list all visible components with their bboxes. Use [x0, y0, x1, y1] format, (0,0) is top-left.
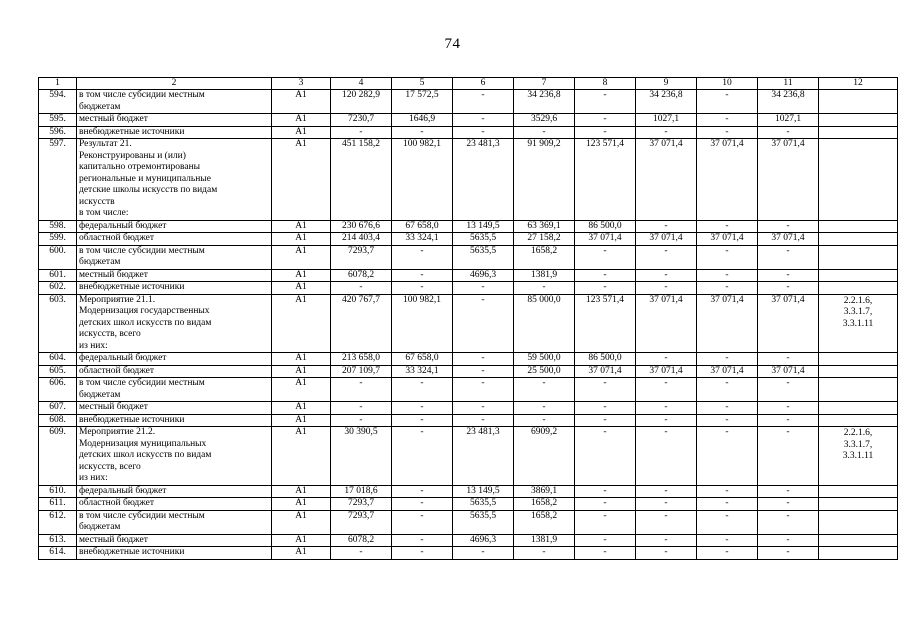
row-code: А1	[272, 269, 331, 282]
row-value: 37 071,4	[697, 139, 758, 221]
row-value: -	[392, 414, 453, 427]
table-row	[39, 233, 898, 246]
row-value: -	[331, 547, 392, 560]
budget-table-container	[38, 77, 898, 560]
row-description: областной бюджет	[77, 233, 272, 246]
row-code: А1	[272, 427, 331, 486]
row-value: -	[697, 245, 758, 269]
row-value: -	[453, 365, 514, 378]
column-number-row	[39, 78, 898, 90]
row-value: 37 071,4	[758, 294, 819, 353]
row-value: 1658,2	[514, 510, 575, 534]
row-value: 120 282,9	[331, 90, 392, 114]
row-value: 37 071,4	[697, 233, 758, 246]
row-value: -	[575, 414, 636, 427]
row-code: А1	[272, 282, 331, 295]
row-code: А1	[272, 139, 331, 221]
row-value: -	[758, 485, 819, 498]
row-reference	[819, 353, 898, 366]
table-row	[39, 353, 898, 366]
row-value: -	[758, 534, 819, 547]
row-number: 607.	[39, 402, 77, 415]
row-value: -	[636, 353, 697, 366]
column-header: 1	[39, 78, 77, 90]
row-description: федеральный бюджет	[77, 353, 272, 366]
row-reference: 2.2.1.6, 3.3.1.7, 3.3.1.11	[819, 294, 898, 353]
row-value: -	[575, 90, 636, 114]
column-header: 11	[758, 78, 819, 90]
row-value: 5635,5	[453, 510, 514, 534]
row-number: 605.	[39, 365, 77, 378]
row-description: областной бюджет	[77, 498, 272, 511]
column-header: 2	[77, 78, 272, 90]
row-value: 213 658,0	[331, 353, 392, 366]
row-value: -	[392, 245, 453, 269]
row-value: 37 071,4	[575, 233, 636, 246]
row-value: 37 071,4	[636, 294, 697, 353]
table-row	[39, 245, 898, 269]
row-value: 1658,2	[514, 498, 575, 511]
table-row	[39, 485, 898, 498]
row-value: -	[758, 498, 819, 511]
row-value: -	[758, 126, 819, 139]
table-row	[39, 282, 898, 295]
row-value: 6078,2	[331, 534, 392, 547]
row-value: -	[636, 282, 697, 295]
row-value: -	[392, 534, 453, 547]
row-value: 37 071,4	[758, 139, 819, 221]
row-value: -	[392, 498, 453, 511]
row-value: -	[575, 378, 636, 402]
row-value: 17 018,6	[331, 485, 392, 498]
row-value: -	[575, 245, 636, 269]
row-value: -	[331, 414, 392, 427]
row-value: -	[758, 282, 819, 295]
row-value: -	[636, 427, 697, 486]
column-header: 5	[392, 78, 453, 90]
row-code: А1	[272, 294, 331, 353]
row-number: 611.	[39, 498, 77, 511]
row-value: 4696,3	[453, 269, 514, 282]
row-value: 1646,9	[392, 114, 453, 127]
row-value: 34 236,8	[758, 90, 819, 114]
row-number: 604.	[39, 353, 77, 366]
row-value: 30 390,5	[331, 427, 392, 486]
row-value: -	[575, 534, 636, 547]
row-reference	[819, 126, 898, 139]
row-reference	[819, 485, 898, 498]
row-reference	[819, 282, 898, 295]
row-reference	[819, 139, 898, 221]
row-value: -	[758, 269, 819, 282]
row-value: -	[331, 282, 392, 295]
row-value: -	[453, 90, 514, 114]
row-value: -	[392, 402, 453, 415]
row-reference	[819, 414, 898, 427]
row-value: -	[392, 282, 453, 295]
row-description: местный бюджет	[77, 402, 272, 415]
row-value: -	[758, 402, 819, 415]
row-value: 91 909,2	[514, 139, 575, 221]
row-value: 123 571,4	[575, 294, 636, 353]
row-value: -	[331, 126, 392, 139]
row-value: -	[758, 220, 819, 233]
row-code: А1	[272, 547, 331, 560]
table-row	[39, 114, 898, 127]
row-value: -	[697, 353, 758, 366]
row-value: -	[453, 294, 514, 353]
row-value: 13 149,5	[453, 220, 514, 233]
row-reference	[819, 90, 898, 114]
row-value: -	[392, 126, 453, 139]
row-value: -	[697, 510, 758, 534]
row-code: А1	[272, 245, 331, 269]
row-value: 86 500,0	[575, 353, 636, 366]
row-description: местный бюджет	[77, 534, 272, 547]
row-reference	[819, 547, 898, 560]
row-value: 123 571,4	[575, 139, 636, 221]
row-value: 37 071,4	[636, 365, 697, 378]
budget-table	[38, 77, 898, 560]
row-number: 595.	[39, 114, 77, 127]
row-description: местный бюджет	[77, 269, 272, 282]
row-value: 23 481,3	[453, 139, 514, 221]
row-number: 608.	[39, 414, 77, 427]
row-description: Мероприятие 21.2. Модернизация муниципальных детских школ искусств по видам искусств, всего из них:	[77, 427, 272, 486]
row-value: -	[697, 90, 758, 114]
row-value: 7293,7	[331, 510, 392, 534]
row-value: -	[758, 510, 819, 534]
row-value: 6909,2	[514, 427, 575, 486]
row-value: -	[514, 378, 575, 402]
column-header: 3	[272, 78, 331, 90]
row-value: -	[636, 547, 697, 560]
row-value: 33 324,1	[392, 365, 453, 378]
row-value: -	[697, 534, 758, 547]
row-value: 7230,7	[331, 114, 392, 127]
row-description: внебюджетные источники	[77, 414, 272, 427]
column-header: 4	[331, 78, 392, 90]
row-value: 1381,9	[514, 534, 575, 547]
row-description: местный бюджет	[77, 114, 272, 127]
row-number: 606.	[39, 378, 77, 402]
row-value: -	[575, 114, 636, 127]
row-reference	[819, 220, 898, 233]
row-value: -	[392, 510, 453, 534]
row-value: -	[453, 126, 514, 139]
table-row	[39, 139, 898, 221]
row-value: -	[697, 282, 758, 295]
row-value: -	[514, 414, 575, 427]
row-value: -	[697, 427, 758, 486]
row-value: -	[636, 245, 697, 269]
row-value: -	[392, 269, 453, 282]
row-code: А1	[272, 90, 331, 114]
row-value: -	[514, 282, 575, 295]
row-value: 3869,1	[514, 485, 575, 498]
row-value: 25 500,0	[514, 365, 575, 378]
row-value: -	[697, 126, 758, 139]
row-reference	[819, 498, 898, 511]
row-reference	[819, 378, 898, 402]
row-reference	[819, 233, 898, 246]
row-code: А1	[272, 378, 331, 402]
row-value: -	[697, 378, 758, 402]
row-value: 451 158,2	[331, 139, 392, 221]
row-value: 420 767,7	[331, 294, 392, 353]
row-value: 1381,9	[514, 269, 575, 282]
row-value: 4696,3	[453, 534, 514, 547]
row-value: -	[636, 498, 697, 511]
row-number: 612.	[39, 510, 77, 534]
column-header: 7	[514, 78, 575, 90]
row-value: -	[636, 414, 697, 427]
row-value: 63 369,1	[514, 220, 575, 233]
row-value: 67 658,0	[392, 353, 453, 366]
row-number: 594.	[39, 90, 77, 114]
row-number: 597.	[39, 139, 77, 221]
row-value: 17 572,5	[392, 90, 453, 114]
column-header: 6	[453, 78, 514, 90]
row-value: 13 149,5	[453, 485, 514, 498]
row-value: 100 982,1	[392, 294, 453, 353]
row-code: А1	[272, 126, 331, 139]
row-value: 34 236,8	[636, 90, 697, 114]
row-value: -	[331, 402, 392, 415]
row-value: -	[758, 378, 819, 402]
row-value: -	[636, 402, 697, 415]
row-description: в том числе субсидии местным бюджетам	[77, 245, 272, 269]
row-value: -	[392, 378, 453, 402]
row-value: -	[575, 498, 636, 511]
row-reference	[819, 402, 898, 415]
table-row	[39, 498, 898, 511]
row-number: 613.	[39, 534, 77, 547]
row-number: 602.	[39, 282, 77, 295]
row-value: -	[697, 547, 758, 560]
page-number: 74	[444, 36, 461, 52]
row-value: 67 658,0	[392, 220, 453, 233]
table-row	[39, 547, 898, 560]
row-value: -	[575, 402, 636, 415]
row-value: -	[758, 353, 819, 366]
row-value: -	[392, 485, 453, 498]
table-row	[39, 427, 898, 486]
row-number: 610.	[39, 485, 77, 498]
row-value: 6078,2	[331, 269, 392, 282]
row-value: 5635,5	[453, 245, 514, 269]
row-code: А1	[272, 485, 331, 498]
row-reference	[819, 365, 898, 378]
row-value: -	[392, 547, 453, 560]
table-row	[39, 534, 898, 547]
row-value: -	[636, 220, 697, 233]
row-value: -	[453, 114, 514, 127]
row-value: -	[758, 245, 819, 269]
row-code: А1	[272, 510, 331, 534]
row-value: 214 403,4	[331, 233, 392, 246]
row-description: областной бюджет	[77, 365, 272, 378]
table-body	[39, 90, 898, 560]
row-value: -	[758, 547, 819, 560]
row-value: 7293,7	[331, 245, 392, 269]
row-value: -	[758, 414, 819, 427]
row-code: А1	[272, 220, 331, 233]
row-value: -	[514, 126, 575, 139]
row-value: -	[575, 510, 636, 534]
row-value: -	[514, 402, 575, 415]
row-value: 1658,2	[514, 245, 575, 269]
row-value: -	[575, 282, 636, 295]
row-code: А1	[272, 353, 331, 366]
row-value: 37 071,4	[758, 365, 819, 378]
row-number: 609.	[39, 427, 77, 486]
row-value: 37 071,4	[758, 233, 819, 246]
row-value: 37 071,4	[636, 139, 697, 221]
row-value: -	[575, 427, 636, 486]
row-value: -	[392, 427, 453, 486]
row-value: -	[697, 414, 758, 427]
row-value: -	[636, 269, 697, 282]
row-reference	[819, 269, 898, 282]
row-value: -	[636, 378, 697, 402]
row-reference: 2.2.1.6, 3.3.1.7, 3.3.1.11	[819, 427, 898, 486]
row-value: -	[697, 269, 758, 282]
row-value: 37 071,4	[636, 233, 697, 246]
row-value: -	[453, 402, 514, 415]
row-description: внебюджетные источники	[77, 282, 272, 295]
row-value: -	[453, 282, 514, 295]
row-value: 23 481,3	[453, 427, 514, 486]
row-code: А1	[272, 233, 331, 246]
row-description: Результат 21. Реконструированы и (или) капитально отремонтированы региональные и муниципальные детские школы искусств по видам искусств в том числе:	[77, 139, 272, 221]
row-value: 86 500,0	[575, 220, 636, 233]
row-value: 1027,1	[636, 114, 697, 127]
row-value: -	[697, 114, 758, 127]
row-code: А1	[272, 498, 331, 511]
row-number: 601.	[39, 269, 77, 282]
row-value: -	[575, 126, 636, 139]
row-value: 59 500,0	[514, 353, 575, 366]
row-value: 5635,5	[453, 498, 514, 511]
row-description: в том числе субсидии местным бюджетам	[77, 90, 272, 114]
row-value: -	[575, 547, 636, 560]
table-row	[39, 220, 898, 233]
row-code: А1	[272, 402, 331, 415]
row-value: 100 982,1	[392, 139, 453, 221]
row-value: 27 158,2	[514, 233, 575, 246]
row-value: -	[697, 485, 758, 498]
row-value: -	[575, 269, 636, 282]
row-value: 5635,5	[453, 233, 514, 246]
row-number: 603.	[39, 294, 77, 353]
row-description: Мероприятие 21.1. Модернизация государственных детских школ искусств по видам искусств, всего из них:	[77, 294, 272, 353]
table-row	[39, 294, 898, 353]
row-value: 37 071,4	[575, 365, 636, 378]
row-value: -	[636, 485, 697, 498]
column-header: 10	[697, 78, 758, 90]
row-value: 1027,1	[758, 114, 819, 127]
row-value: -	[453, 414, 514, 427]
row-description: в том числе субсидии местным бюджетам	[77, 510, 272, 534]
row-value: 37 071,4	[697, 294, 758, 353]
row-number: 600.	[39, 245, 77, 269]
row-value: -	[636, 534, 697, 547]
row-value: -	[636, 126, 697, 139]
row-reference	[819, 114, 898, 127]
row-value: 230 676,6	[331, 220, 392, 233]
row-value: -	[453, 353, 514, 366]
row-number: 598.	[39, 220, 77, 233]
row-reference	[819, 510, 898, 534]
row-value: -	[453, 547, 514, 560]
table-row	[39, 126, 898, 139]
row-number: 599.	[39, 233, 77, 246]
row-description: внебюджетные источники	[77, 547, 272, 560]
row-description: федеральный бюджет	[77, 485, 272, 498]
row-code: А1	[272, 114, 331, 127]
row-value: 33 324,1	[392, 233, 453, 246]
column-header: 8	[575, 78, 636, 90]
row-description: в том числе субсидии местным бюджетам	[77, 378, 272, 402]
table-row	[39, 269, 898, 282]
row-value: -	[453, 378, 514, 402]
row-value: -	[697, 498, 758, 511]
column-header: 12	[819, 78, 898, 90]
column-header: 9	[636, 78, 697, 90]
row-value: -	[758, 427, 819, 486]
row-value: -	[697, 220, 758, 233]
row-value: 7293,7	[331, 498, 392, 511]
row-code: А1	[272, 365, 331, 378]
row-description: федеральный бюджет	[77, 220, 272, 233]
row-reference	[819, 534, 898, 547]
row-value: 207 109,7	[331, 365, 392, 378]
row-value: 34 236,8	[514, 90, 575, 114]
row-code: А1	[272, 534, 331, 547]
table-row	[39, 90, 898, 114]
table-row	[39, 365, 898, 378]
table-row	[39, 378, 898, 402]
row-value: 3529,6	[514, 114, 575, 127]
row-value: -	[514, 547, 575, 560]
row-reference	[819, 245, 898, 269]
row-description: внебюджетные источники	[77, 126, 272, 139]
table-row	[39, 402, 898, 415]
row-value: 85 000,0	[514, 294, 575, 353]
row-number: 596.	[39, 126, 77, 139]
row-code: А1	[272, 414, 331, 427]
row-value: -	[636, 510, 697, 534]
row-number: 614.	[39, 547, 77, 560]
row-value: -	[575, 485, 636, 498]
row-value: 37 071,4	[697, 365, 758, 378]
row-value: -	[697, 402, 758, 415]
table-row	[39, 510, 898, 534]
table-row	[39, 414, 898, 427]
row-value: -	[331, 378, 392, 402]
